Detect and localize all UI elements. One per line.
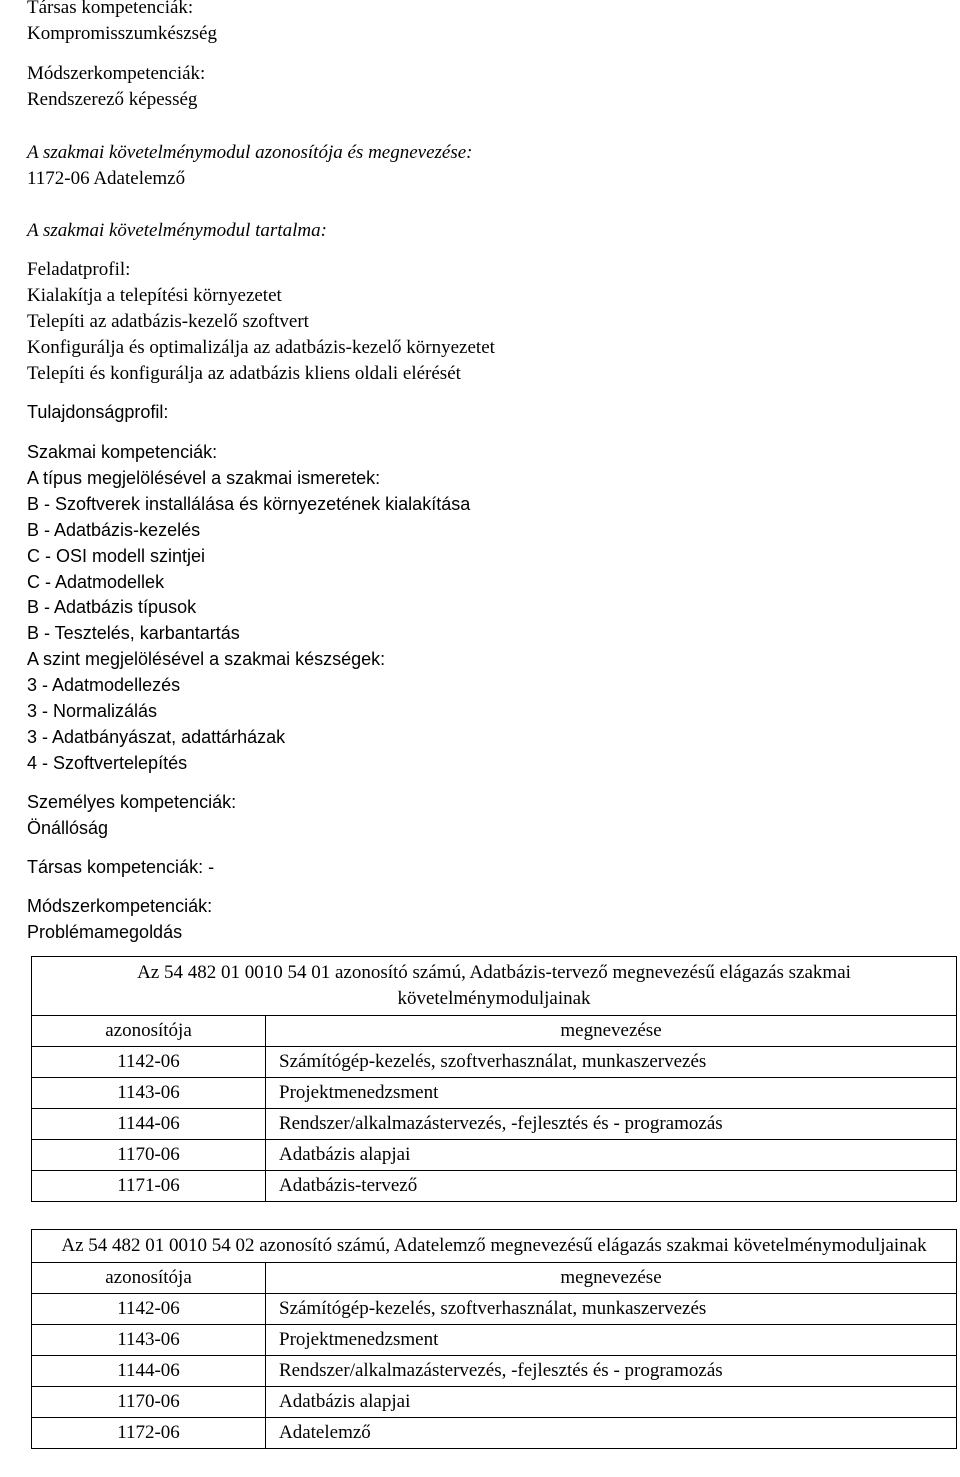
col-header-name: megnevezése bbox=[266, 1263, 957, 1294]
feladatprofil-label: Feladatprofil: bbox=[27, 259, 131, 280]
table-row bbox=[32, 1325, 957, 1356]
table-row bbox=[32, 1418, 957, 1449]
module-name: Projektmenedzsment bbox=[266, 1078, 957, 1109]
module-code: 1142-06 bbox=[32, 1294, 266, 1325]
module-table-2 bbox=[31, 1229, 957, 1449]
table-row bbox=[32, 1047, 957, 1078]
tarsas-kompetenciak-2-label: Társas kompetenciák: - bbox=[27, 857, 215, 877]
module-name: Rendszer/alkalmazástervezés, -fejlesztés és - programozás bbox=[266, 1109, 957, 1140]
modszerkompetenciak-2-label: Módszerkompetenciák: bbox=[27, 896, 213, 916]
keszseg-item: 3 - Adatbányászat, adattárházak bbox=[27, 727, 286, 747]
module-code: 1143-06 bbox=[32, 1325, 266, 1356]
table-title-row bbox=[32, 1230, 957, 1263]
module-code: 1142-06 bbox=[32, 1047, 266, 1078]
module-id-label: A szakmai követelménymodul azonosítója és megnevezése: bbox=[27, 142, 473, 163]
module-code: 1172-06 bbox=[32, 1418, 266, 1449]
ismeret-item: C - OSI modell szintjei bbox=[27, 546, 206, 566]
tarsas-kompetenciak-value: Kompromisszumkészség bbox=[27, 23, 217, 44]
table-row bbox=[32, 1078, 957, 1109]
table-row bbox=[32, 1356, 957, 1387]
table-row bbox=[32, 1294, 957, 1325]
feladatprofil-item: Telepíti és konfigurálja az adatbázis kliens oldali elérését bbox=[27, 363, 461, 384]
module-code: 1143-06 bbox=[32, 1078, 266, 1109]
module-name: Adatbázis-tervező bbox=[266, 1171, 957, 1202]
module-name: Számítógép-kezelés, szoftverhasználat, munkaszervezés bbox=[266, 1294, 957, 1325]
szakmai-kompetenciak-label: Szakmai kompetenciák: bbox=[27, 442, 218, 462]
table-header-row bbox=[32, 1263, 957, 1294]
ismeret-item: B - Adatbázis-kezelés bbox=[27, 520, 201, 540]
module-name: Adatbázis alapjai bbox=[266, 1387, 957, 1418]
table-row bbox=[32, 1387, 957, 1418]
module-name: Számítógép-kezelés, szoftverhasználat, munkaszervezés bbox=[266, 1047, 957, 1078]
module-code: 1171-06 bbox=[32, 1171, 266, 1202]
table-title: Az 54 482 01 0010 54 01 azonosító számú, Adatbázis-tervező megnevezésű elágazás szakmai követelménymoduljainak bbox=[32, 957, 957, 1016]
keszseg-item: 4 - Szoftvertelepítés bbox=[27, 753, 188, 773]
table-title: Az 54 482 01 0010 54 02 azonosító számú, Adatelemző megnevezésű elágazás szakmai követelménymoduljainak bbox=[32, 1230, 957, 1263]
col-header-id: azonosítója bbox=[32, 1016, 266, 1047]
modszerkompetenciak-label: Módszerkompetenciák: bbox=[27, 63, 206, 84]
tulajdonsagprofil-label: Tulajdonságprofil: bbox=[27, 402, 169, 422]
table-row bbox=[32, 1171, 957, 1202]
module-name: Projektmenedzsment bbox=[266, 1325, 957, 1356]
ismeret-item: B - Adatbázis típusok bbox=[27, 597, 197, 617]
table-header-row bbox=[32, 1016, 957, 1047]
table-row bbox=[32, 1140, 957, 1171]
ismeretek-label: A típus megjelölésével a szakmai ismeretek: bbox=[27, 468, 381, 488]
feladatprofil-item: Konfigurálja és optimalizálja az adatbázis-kezelő környezetet bbox=[27, 337, 495, 358]
module-code: 1144-06 bbox=[32, 1109, 266, 1140]
tarsas-kompetenciak-label: Társas kompetenciák: bbox=[27, 0, 194, 18]
module-name: Rendszer/alkalmazástervezés, -fejlesztés és - programozás bbox=[266, 1356, 957, 1387]
table-row bbox=[32, 1109, 957, 1140]
table-title-row bbox=[32, 957, 957, 1016]
szemelyes-kompetenciak-value: Önállóság bbox=[27, 818, 109, 838]
module-code: 1170-06 bbox=[32, 1140, 266, 1171]
feladatprofil-item: Telepíti az adatbázis-kezelő szoftvert bbox=[27, 311, 309, 332]
modszerkompetenciak-value: Rendszerező képesség bbox=[27, 89, 198, 110]
module-code: 1170-06 bbox=[32, 1387, 266, 1418]
module-table-1 bbox=[31, 956, 957, 1202]
module-code: 1144-06 bbox=[32, 1356, 266, 1387]
col-header-id: azonosítója bbox=[32, 1263, 266, 1294]
ismeret-item: C - Adatmodellek bbox=[27, 572, 165, 592]
col-header-name: megnevezése bbox=[266, 1016, 957, 1047]
keszseg-item: 3 - Adatmodellezés bbox=[27, 675, 181, 695]
keszseg-item: 3 - Normalizálás bbox=[27, 701, 158, 721]
feladatprofil-item: Kialakítja a telepítési környezetet bbox=[27, 285, 282, 306]
ismeret-item: B - Szoftverek installálása és környezetének kialakítása bbox=[27, 494, 471, 514]
module-content-label: A szakmai követelménymodul tartalma: bbox=[27, 220, 327, 241]
modszerkompetenciak-2-value: Problémamegoldás bbox=[27, 922, 183, 942]
module-name: Adatbázis alapjai bbox=[266, 1140, 957, 1171]
module-id-value: 1172-06 Adatelemző bbox=[27, 168, 186, 189]
szemelyes-kompetenciak-label: Személyes kompetenciák: bbox=[27, 792, 237, 812]
keszsegek-label: A szint megjelölésével a szakmai készségek: bbox=[27, 649, 386, 669]
module-name: Adatelemző bbox=[266, 1418, 957, 1449]
ismeret-item: B - Tesztelés, karbantartás bbox=[27, 623, 240, 643]
